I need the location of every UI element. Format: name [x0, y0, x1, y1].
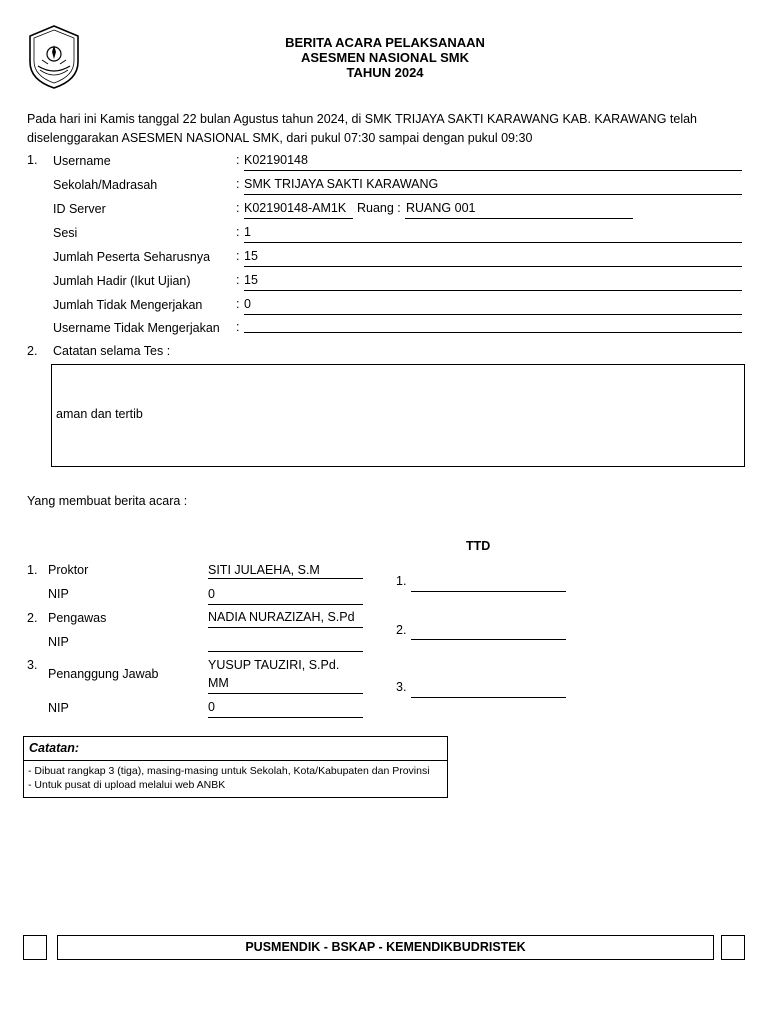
hadir-label: Jumlah Hadir (Ikut Ujian): [53, 274, 191, 288]
catatan-line-1: - Dibuat rangkap 3 (tiga), masing-masing untuk Sekolah, Kota/Kabupaten dan Provinsi: [28, 765, 430, 777]
ruang-label: Ruang :: [357, 201, 401, 215]
catatan-tes-text: aman dan tertib: [56, 407, 143, 421]
title-line-3: TAHUN 2024: [346, 65, 424, 80]
underline: [208, 717, 363, 718]
ttd-heading: TTD: [466, 539, 491, 553]
proktor-nip: 0: [208, 587, 215, 601]
peserta-label: Jumlah Peserta Seharusnya: [53, 250, 211, 264]
hadir-value: 15: [244, 273, 258, 287]
underline: [208, 604, 363, 605]
penanggung-nip-label: NIP: [48, 701, 69, 715]
penanggung-name-line-1: YUSUP TAUZIRI, S.Pd.: [208, 658, 340, 672]
catatan-title: Catatan:: [24, 737, 447, 761]
ttd-1-number: 1.: [396, 574, 407, 588]
catatan-box: [23, 736, 448, 798]
peserta-value: 15: [244, 249, 258, 263]
section-1-number: 1.: [27, 153, 38, 167]
signature-line-2: [411, 639, 566, 640]
tut-wuri-handayani-logo: [26, 24, 82, 90]
intro-line-1: Pada hari ini Kamis tanggal 22 bulan Agustus tahun 2024, di SMK TRIJAYA SAKTI KARAWANG KAB. KARAWANG telah: [27, 112, 697, 126]
proktor-name: SITI JULAEHA, S.M: [208, 563, 320, 577]
catatan-tes-label: Catatan selama Tes :: [53, 344, 171, 358]
ruang-value: RUANG 001: [406, 201, 476, 215]
pengawas-name: NADIA NURAZIZAH, S.Pd: [208, 610, 355, 624]
username-value: K02190148: [244, 153, 308, 167]
proktor-role: Proktor: [48, 563, 89, 577]
title-line-2: ASESMEN NASIONAL SMK: [300, 50, 470, 65]
penanggung-nip: 0: [208, 700, 215, 714]
proktor-nip-label: NIP: [48, 587, 69, 601]
underline: [244, 266, 742, 267]
underline: [244, 314, 742, 315]
intro-line-2: diselenggarakan ASESMEN NASIONAL SMK, dari pukul 07:30 sampai dengan pukul 09:30: [27, 131, 533, 145]
underline: [244, 218, 353, 219]
underline: [244, 242, 742, 243]
underline: [244, 290, 742, 291]
username-label: Username: [53, 154, 111, 168]
colon: :: [236, 225, 240, 239]
signature-line-3: [411, 697, 566, 698]
section-2-number: 2.: [27, 344, 38, 358]
underline: [244, 332, 742, 333]
tidak-value: 0: [244, 297, 251, 311]
colon: :: [236, 201, 240, 215]
underline: [244, 170, 742, 171]
catatan-tes-box: [51, 364, 745, 467]
footer-left-square: [23, 935, 47, 960]
penanggung-role: Penanggung Jawab: [48, 667, 159, 681]
underline: [208, 651, 363, 652]
title-line-1: BERITA ACARA PELAKSANAAN: [285, 35, 485, 50]
sekolah-value: SMK TRIJAYA SAKTI KARAWANG: [244, 177, 439, 191]
id-server-label: ID Server: [53, 202, 106, 216]
id-server-value: K02190148-AM1K: [244, 201, 347, 215]
underline: [244, 194, 742, 195]
colon: :: [236, 153, 240, 167]
pengawas-number: 2.: [27, 611, 38, 625]
username-tidak-label: Username Tidak Mengerjakan: [53, 321, 220, 335]
pengawas-nip-label: NIP: [48, 635, 69, 649]
underline: [208, 578, 363, 579]
footer-label: PUSMENDIK - BSKAP - KEMENDIKBUDRISTEK: [57, 935, 714, 960]
colon: :: [236, 177, 240, 191]
ttd-3-number: 3.: [396, 680, 407, 694]
footer-right-square: [721, 935, 745, 960]
underline: [405, 218, 633, 219]
penanggung-number: 3.: [27, 658, 38, 672]
signature-line-1: [411, 591, 566, 592]
sesi-value: 1: [244, 225, 251, 239]
tidak-label: Jumlah Tidak Mengerjakan: [53, 298, 203, 312]
sesi-label: Sesi: [53, 226, 78, 240]
signers-intro: Yang membuat berita acara :: [27, 494, 188, 508]
colon: :: [236, 249, 240, 263]
proktor-number: 1.: [27, 563, 38, 577]
underline: [208, 627, 363, 628]
colon: :: [236, 320, 240, 334]
pengawas-role: Pengawas: [48, 611, 107, 625]
colon: :: [236, 273, 240, 287]
sekolah-label: Sekolah/Madrasah: [53, 178, 158, 192]
underline: [208, 693, 363, 694]
ttd-2-number: 2.: [396, 623, 407, 637]
catatan-line-2: - Untuk pusat di upload melalui web ANBK: [28, 779, 226, 791]
penanggung-name-line-2: MM: [208, 676, 229, 690]
colon: :: [236, 297, 240, 311]
